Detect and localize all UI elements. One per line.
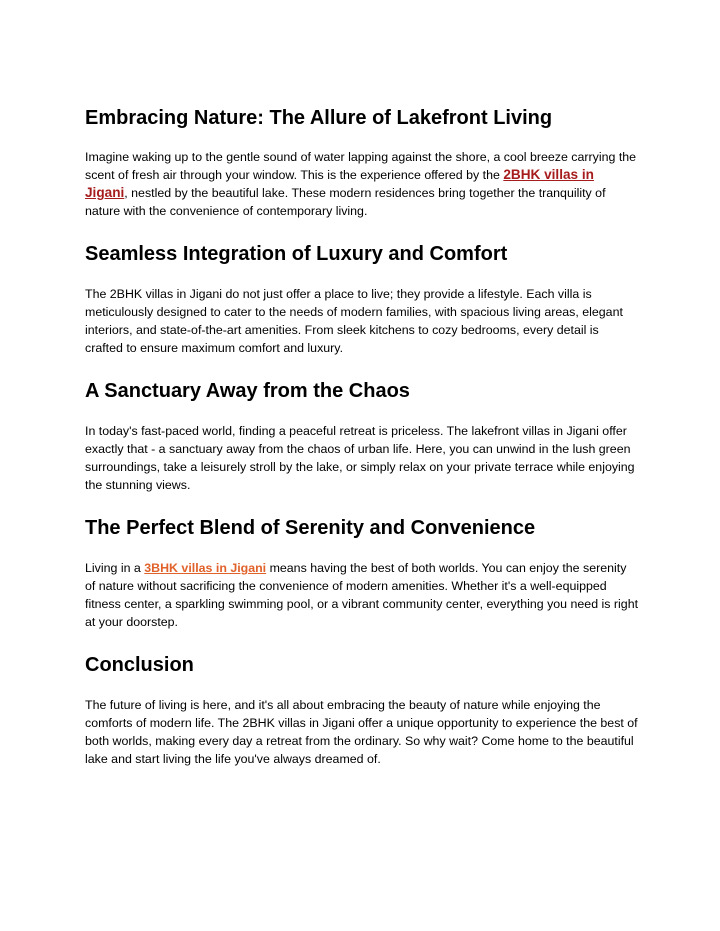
section-conclusion [85, 651, 640, 768]
document-page [85, 104, 640, 768]
section-heading: A Sanctuary Away from the Chaos [85, 380, 410, 402]
section-heading: The Perfect Blend of Serenity and Convenience [85, 517, 536, 539]
paragraph-text: Living in a [85, 561, 145, 575]
section-paragraph: In today's fast-paced world, finding a peaceful retreat is priceless. The lakefront villas in Jigani offer exactly that - a sanctuary away from the chaos of urban life. Here, you can unwind in the lush green surroundings, take a leisurely stroll by the lake, or simply relax on your private terrace while enjoying the stunning views. [85, 424, 635, 492]
section-paragraph: The future of living is here, and it's all about embracing the beauty of nature while enjoying the comforts of modern life. The 2BHK villas in Jigani offer a unique opportunity to experience the best of both worlds, making every day a retreat from the ordinary. So why wait? Come home to the beautiful lake and start living the life you've always dreamed of. [85, 698, 638, 766]
section-luxury-comfort [85, 240, 640, 357]
section-serenity-convenience [85, 514, 640, 631]
section-heading: Embracing Nature: The Allure of Lakefront Living [85, 107, 553, 129]
section-paragraph: The 2BHK villas in Jigani do not just offer a place to live; they provide a lifestyle. Each villa is meticulously designed to cater to the needs of modern families, with spacious living areas, elegant interiors, and state-of-the-art amenities. From sleek kitchens to cozy bedrooms, every detail is crafted to ensure maximum comfort and luxury. [85, 287, 623, 355]
paragraph-text: Imagine waking up to the gentle sound of water lapping against the shore, a cool breeze carrying the scent of fresh air through your window. This is the experience offered by the [85, 150, 637, 182]
villas-2bhk-link[interactable]: 2BHK villas in Jigani [85, 167, 594, 200]
section-paragraph [85, 559, 640, 631]
section-heading: Seamless Integration of Luxury and Comfort [85, 243, 508, 265]
section-heading: Conclusion [85, 654, 194, 676]
paragraph-text: means having the best of both worlds. You can enjoy the serenity of nature without sacrificing the convenience of modern amenities. Whether it's a well-equipped fitness center, a sparkling swimming pool, or a vibrant community center, everything you need is right at your doorstep. [85, 561, 639, 629]
villas-3bhk-link[interactable]: 3BHK villas in Jigani [144, 561, 267, 575]
paragraph-text: , nestled by the beautiful lake. These modern residences bring together the tranquility of nature with the convenience of contemporary living. [85, 186, 606, 218]
section-sanctuary [85, 377, 640, 494]
section-paragraph [85, 148, 640, 220]
section-lakefront-living [85, 104, 640, 220]
